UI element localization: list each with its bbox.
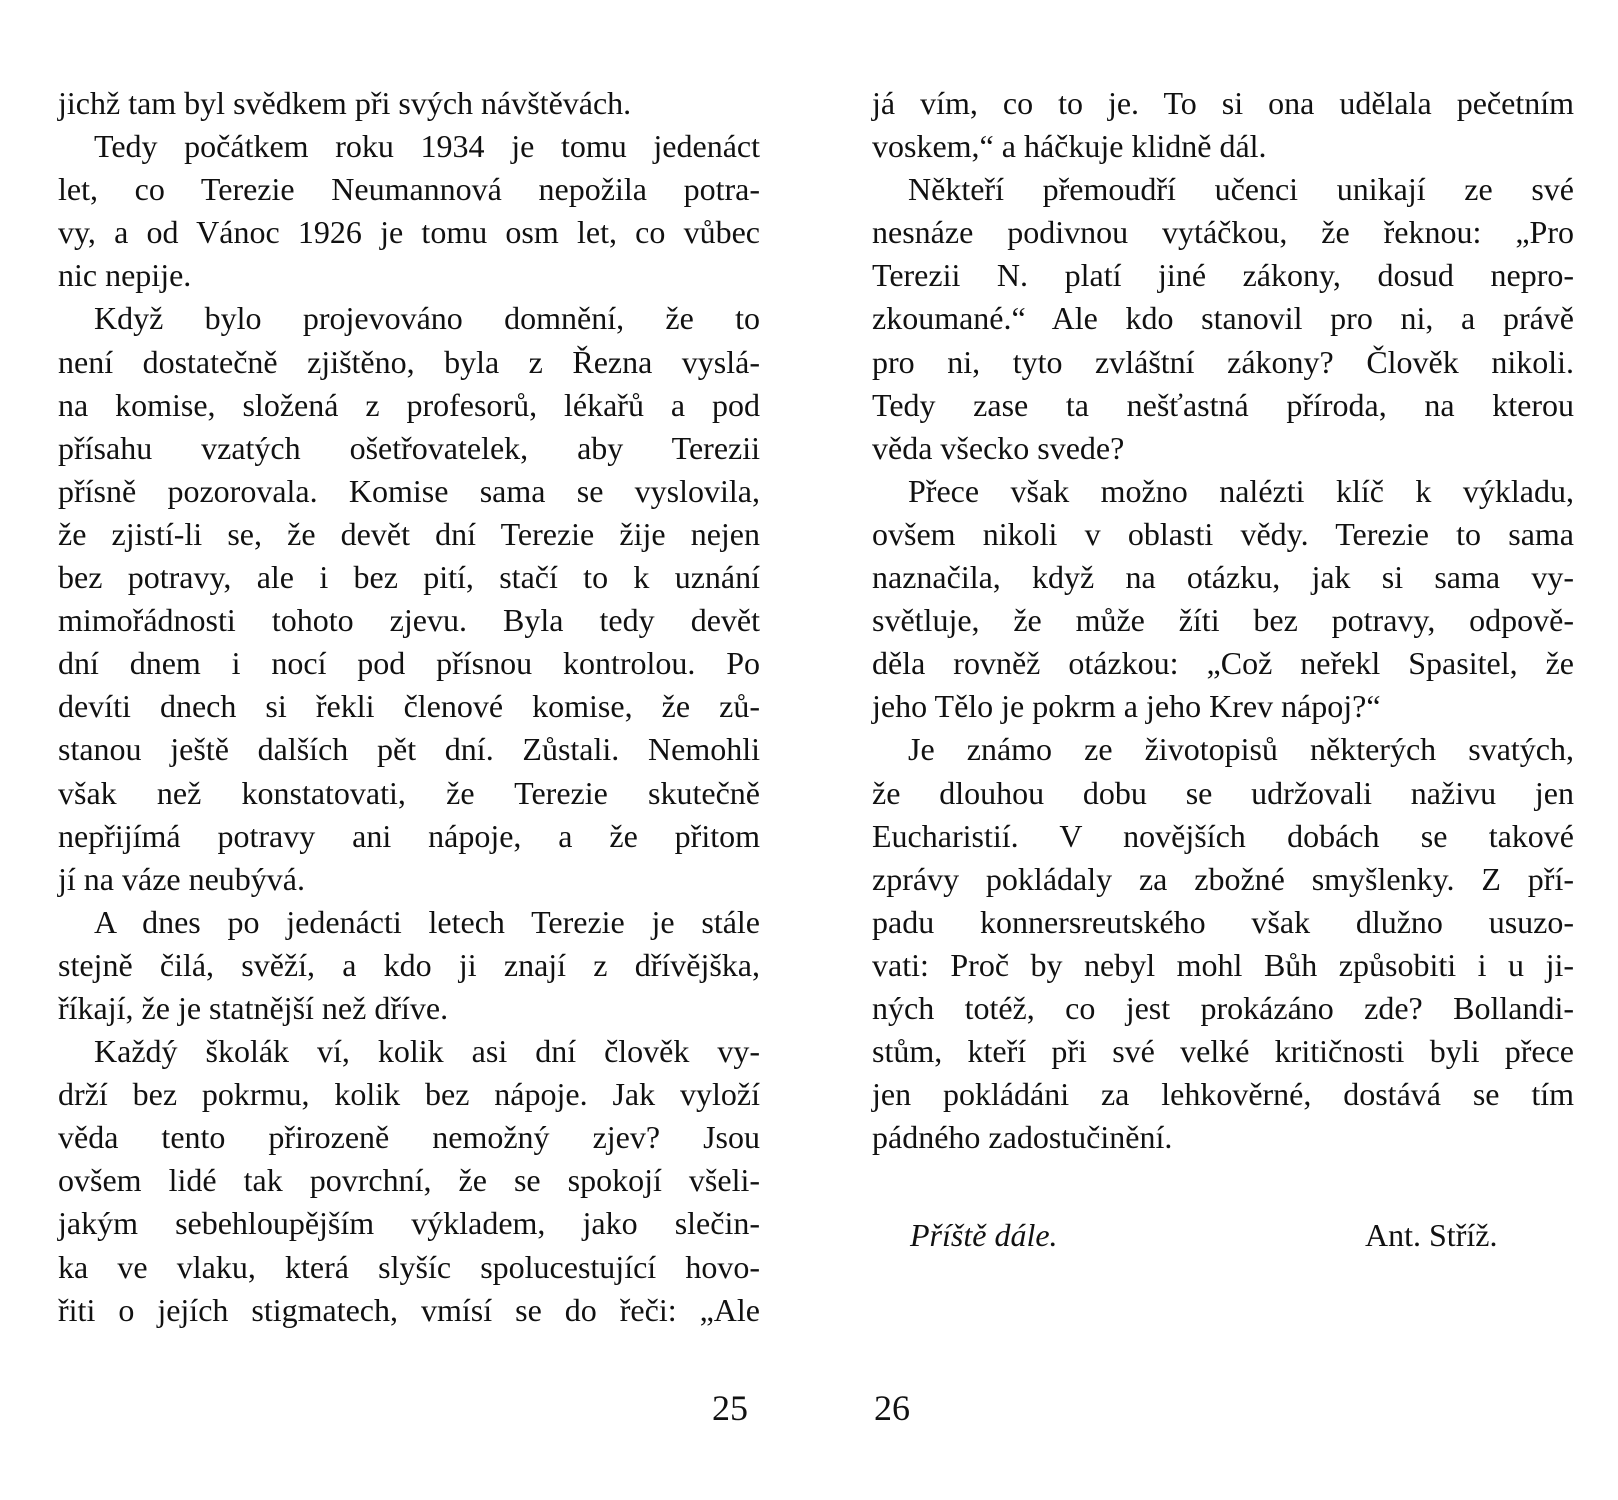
right-page-text	[872, 82, 1574, 1159]
text-line: dní dnem i nocí pod přísnou kontrolou. Po	[58, 645, 760, 682]
text-line: stanou ještě dalších pět dní. Zůstali. Nemohli	[58, 731, 760, 768]
text-line: věda tento přirozeně nemožný zjev? Jsou	[58, 1119, 760, 1156]
text-line: A dnes po jedenácti letech Terezie je stále	[94, 903, 760, 940]
text-line: ovšem nikoli v oblasti vědy. Terezie to sama	[872, 515, 1574, 552]
text-line: voskem,“ a háčkuje klidně dál.	[872, 128, 1267, 165]
text-line: let, co Terezie Neumannová nepožila potra-	[58, 171, 760, 208]
text-line: jen pokládáni za lehkověrné, dostává se tím	[872, 1076, 1574, 1113]
page-number-left: 25	[712, 1388, 748, 1428]
text-line: Každý školák ví, kolik asi dní člověk vy-	[94, 1033, 760, 1070]
text-line: Je známo ze životopisů některých svatých,	[908, 731, 1574, 768]
text-line: však než konstatovati, že Terezie skutečně	[58, 774, 760, 811]
text-line: devíti dnech si řekli členové komise, že zů-	[58, 688, 760, 725]
text-line: pádného zadostučinění.	[872, 1119, 1173, 1156]
text-line: já vím, co to je. To si ona udělala pečetním	[872, 85, 1574, 121]
text-line: není dostatečně zjištěno, byla z Řezna vyslá-	[58, 343, 760, 380]
text-line: jeho Tělo je pokrm a jeho Krev nápoj?“	[872, 688, 1381, 725]
text-line: že zjistí-li se, že devět dní Terezie žije nejen	[58, 515, 760, 552]
text-line: věda všecko svede?	[872, 429, 1125, 466]
text-line: světluje, že může žíti bez potravy, odpově-	[872, 602, 1574, 639]
continuation-note: Příště dále.	[910, 1217, 1058, 1253]
text-line: stům, kteří při své velké kritičnosti byli přece	[872, 1033, 1574, 1070]
text-line: jichž tam byl svědkem při svých návštěvách.	[58, 85, 632, 121]
text-line: naznačila, když na otázku, jak si sama vy-	[872, 559, 1574, 596]
author-signature: Ant. Stříž.	[1365, 1217, 1498, 1253]
text-line: na komise, složená z profesorů, lékařů a pod	[58, 386, 760, 423]
text-line: vati: Proč by nebyl mohl Bůh způsobiti i u ji-	[872, 946, 1574, 983]
text-line: nic nepije.	[58, 257, 192, 294]
text-line: Přece však možno nalézti klíč k výkladu,	[908, 472, 1574, 509]
text-line: ných totéž, co jest prokázáno zde? Bollandi-	[872, 989, 1574, 1026]
text-line: mimořádnosti tohoto zjevu. Byla tedy devět	[58, 602, 760, 639]
text-line: jí na váze neubývá.	[58, 860, 305, 897]
text-line: ovšem lidé tak povrchní, že se spokojí všeli-	[58, 1162, 760, 1199]
text-line: řiti o jejích stigmatech, vmísí se do řeči: „Ale	[58, 1291, 760, 1328]
text-line: Terezii N. platí jiné zákony, dosud nepro-	[872, 257, 1574, 294]
text-line: zprávy pokládaly za zbožné smyšlenky. Z pří-	[872, 860, 1574, 897]
text-line: Když bylo projevováno domnění, že to	[94, 300, 760, 337]
text-line: padu konnersreutského však dlužno usuzo-	[872, 903, 1574, 940]
text-line: že dlouhou dobu se udržovali naživu jen	[872, 774, 1574, 811]
text-line: nepřijímá potravy ani nápoje, a že přitom	[58, 817, 760, 854]
text-line: zkoumané.“ Ale kdo stanovil pro ni, a právě	[872, 300, 1574, 337]
text-line: Někteří přemoudří učenci unikají ze své	[908, 171, 1574, 208]
text-line: přísně pozorovala. Komise sama se vyslovila,	[58, 472, 760, 509]
left-page-text	[58, 82, 760, 1332]
text-line: děla rovněž otázkou: „Což neřekl Spasitel, že	[872, 645, 1574, 682]
text-line: vy, a od Vánoc 1926 je tomu osm let, co vůbec	[58, 214, 760, 251]
text-line: ka ve vlaku, která slyšíc spolucestující hovo-	[58, 1248, 760, 1285]
text-line: přísahu vzatých ošetřovatelek, aby Terezii	[58, 429, 760, 466]
text-line: Tedy počátkem roku 1934 je tomu jedenáct	[94, 128, 760, 165]
text-line: drží bez pokrmu, kolik bez nápoje. Jak vyloží	[58, 1076, 760, 1113]
text-line: Tedy zase ta nešťastná příroda, na kterou	[872, 386, 1574, 423]
page-number-right: 26	[874, 1388, 910, 1428]
text-line: jakým sebehloupějším výkladem, jako slečin-	[58, 1205, 760, 1242]
text-line: stejně čilá, svěží, a kdo ji znají z dřívějška,	[58, 946, 760, 983]
text-line: bez potravy, ale i bez pití, stačí to k uznání	[58, 559, 760, 596]
text-line: Eucharistií. V novějších dobách se takové	[872, 817, 1574, 854]
text-line: říkají, že je statnější než dříve.	[58, 989, 449, 1026]
text-line: nesnáze podivnou vytáčkou, že řeknou: „Pro	[872, 214, 1574, 251]
text-line: pro ni, tyto zvláštní zákony? Člověk nikoli.	[872, 343, 1574, 380]
